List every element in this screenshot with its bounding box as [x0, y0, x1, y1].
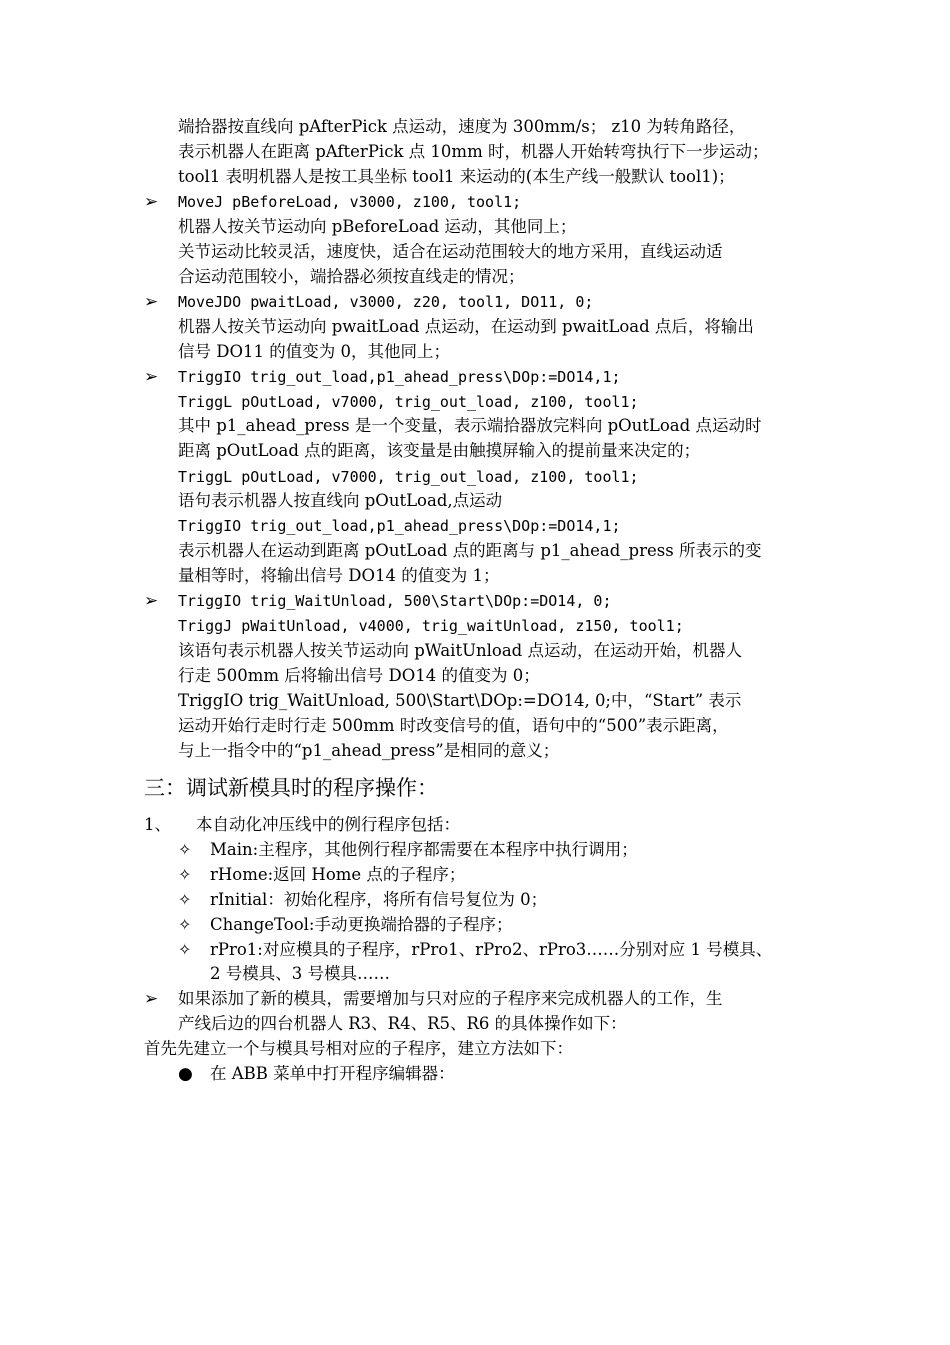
- arrow-bullet-icon: ➢: [144, 989, 159, 1009]
- section-heading: 三：调试新模具时的程序操作：: [144, 776, 438, 800]
- diamond-bullet-icon: ✧: [178, 890, 192, 909]
- routine-item-continuation: 2 号模具、3 号模具……: [210, 964, 390, 983]
- arrow-bullet-icon: ➢: [144, 367, 159, 387]
- body-text-line: 语句表示机器人按直线向 pOutLoad,点运动: [178, 491, 503, 510]
- routine-item: rInitial：初始化程序，将所有信号复位为 0；: [210, 890, 548, 909]
- code-line: TriggIO trig_WaitUnload, 500\Start\DOp:=DO14, 0;: [178, 592, 612, 610]
- body-text-line: 端拾器按直线向 pAfterPick 点运动，速度为 300mm/s； z10 为转角路径，: [178, 117, 746, 136]
- dot-bullet-icon: ●: [178, 1064, 193, 1084]
- body-text-line: 与上一指令中的“p1_ahead_press”是相同的意义；: [178, 741, 560, 760]
- body-text-line: 运动开始行走时行走 500mm 时改变信号的值，语句中的“500”表示距离，: [178, 716, 729, 735]
- body-text-line: 首先先建立一个与模具号相对应的子程序，建立方法如下：: [144, 1039, 573, 1058]
- body-text-line: tool1 表明机器人是按工具坐标 tool1 来运动的(本生产线一般默认 tool1)；: [178, 167, 735, 186]
- code-line: TriggL pOutLoad, v7000, trig_out_load, z100, tool1;: [178, 468, 639, 486]
- code-line: MoveJ pBeforeLoad, v3000, z100, tool1;: [178, 193, 522, 211]
- body-text-line: 行走 500mm 后将输出信号 DO14 的值变为 0；: [178, 666, 540, 685]
- diamond-bullet-icon: ✧: [178, 840, 192, 859]
- routine-item: Main:主程序，其他例行程序都需要在本程序中执行调用；: [210, 840, 638, 859]
- code-line: MoveJDO pwaitLoad, v3000, z20, tool1, DO11, 0;: [178, 293, 594, 311]
- routine-item: rPro1:对应模具的子程序，rPro1、rPro2、rPro3……分别对应 1 号模具、: [210, 940, 773, 959]
- list-number: 1、: [144, 815, 171, 834]
- body-text-line: 量相等时，将输出信号 DO14 的值变为 1；: [178, 566, 500, 585]
- body-text-line: 其中 p1_ahead_press 是一个变量，表示端拾器放完料向 pOutLoad 点运动时: [178, 416, 762, 435]
- diamond-bullet-icon: ✧: [178, 915, 192, 934]
- body-text-line: 距离 pOutLoad 点的距离，该变量是由触摸屏输入的提前量来决定的；: [178, 441, 701, 460]
- code-line: TriggL pOutLoad, v7000, trig_out_load, z100, tool1;: [178, 393, 639, 411]
- code-line: TriggIO trig_out_load,p1_ahead_press\DOp:=DO14,1;: [178, 368, 621, 386]
- list-item-text: 本自动化冲压线中的例行程序包括：: [196, 815, 460, 834]
- body-text-line: 表示机器人在距离 pAfterPick 点 10mm 时，机器人开始转弯执行下一步运动；: [178, 142, 769, 161]
- diamond-bullet-icon: ✧: [178, 865, 192, 884]
- body-text-line: TriggIO trig_WaitUnload, 500\Start\DOp:=DO14, 0;中，“Start” 表示: [178, 691, 742, 710]
- code-line: TriggIO trig_out_load,p1_ahead_press\DOp:=DO14,1;: [178, 517, 621, 535]
- body-text-line: 关节运动比较灵活，速度快，适合在运动范围较大的地方采用，直线运动适: [178, 242, 723, 261]
- arrow-bullet-icon: ➢: [144, 292, 159, 312]
- body-text-line: 表示机器人在运动到距离 pOutLoad 点的距离与 p1_ahead_press 所表示的变: [178, 541, 762, 560]
- body-text-line: 机器人按关节运动向 pwaitLoad 点运动，在运动到 pwaitLoad 点后，将输出: [178, 317, 754, 336]
- diamond-bullet-icon: ✧: [178, 940, 192, 959]
- routine-item: ChangeTool:手动更换端拾器的子程序；: [210, 915, 513, 934]
- body-text-line: 机器人按关节运动向 pBeforeLoad 运动，其他同上；: [178, 217, 577, 236]
- body-text-line: 合运动范围较小，端拾器必须按直线走的情况；: [178, 267, 525, 286]
- code-line: TriggJ pWaitUnload, v4000, trig_waitUnload, z150, tool1;: [178, 617, 684, 635]
- body-text-line: 如果添加了新的模具，需要增加与只对应的子程序来完成机器人的工作，生: [178, 989, 723, 1008]
- arrow-bullet-icon: ➢: [144, 192, 159, 212]
- body-text-line: 该语句表示机器人按关节运动向 pWaitUnload 点运动，在运动开始，机器人: [178, 641, 742, 660]
- body-text-line: 产线后边的四台机器人 R3、R4、R5、R6 的具体操作如下：: [178, 1014, 627, 1033]
- arrow-bullet-icon: ➢: [144, 591, 159, 611]
- body-text-line: 信号 DO11 的值变为 0，其他同上；: [178, 342, 450, 361]
- routine-item: rHome:返回 Home 点的子程序；: [210, 865, 466, 884]
- body-text-line: 在 ABB 菜单中打开程序编辑器：: [210, 1064, 455, 1083]
